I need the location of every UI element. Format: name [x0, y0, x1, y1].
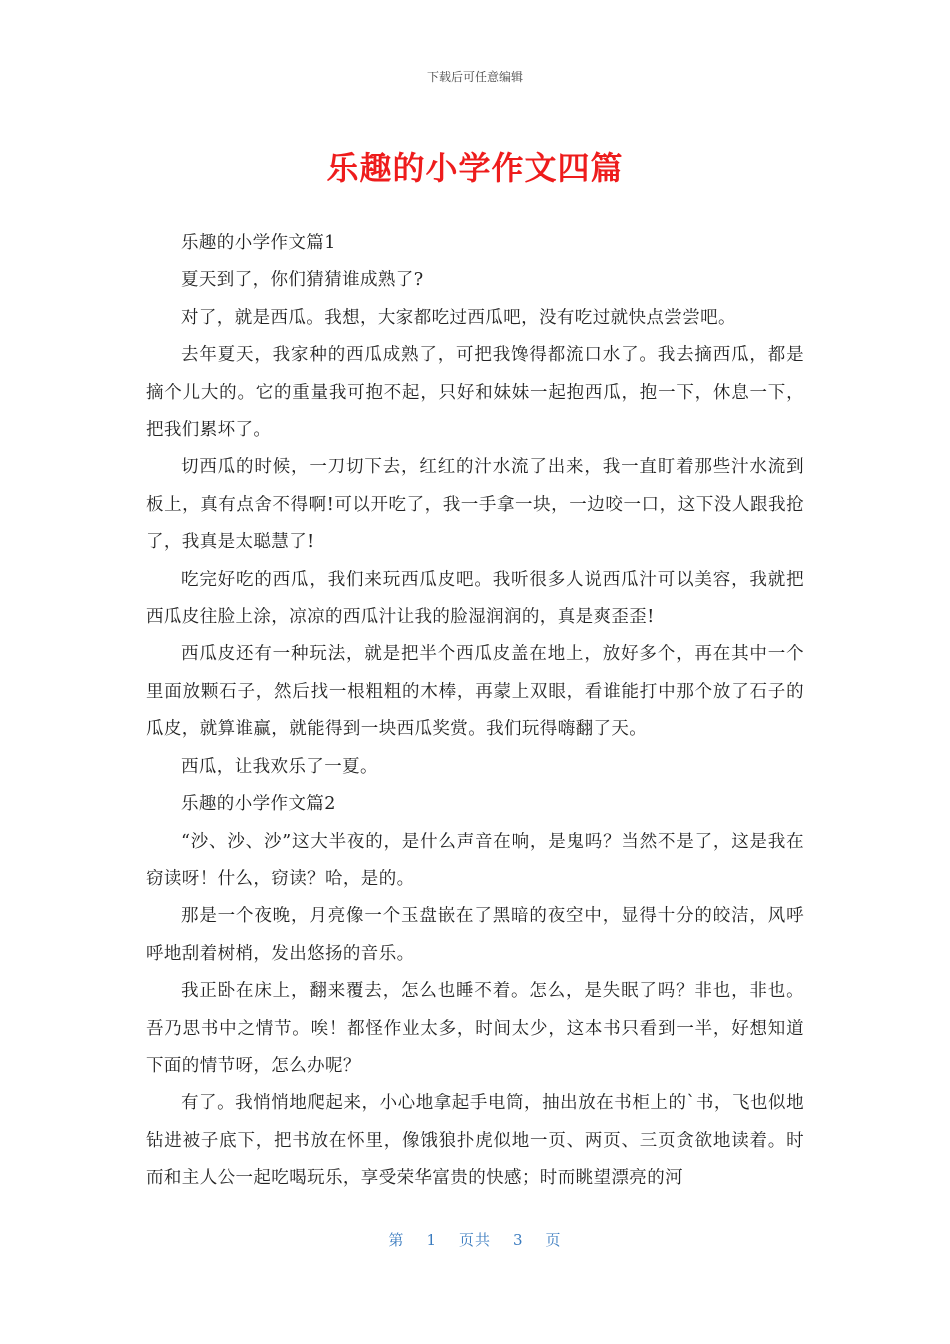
paragraph: 切西瓜的时候，一刀切下去，红红的汁水流了出来，我一直盯着那些汁水流到板上，真有点舍不得啊!可以开吃了，我一手拿一块，一边咬一口，这下没人跟我抢了，我真是太聪慧了! — [146, 457, 804, 553]
paragraph: 西瓜皮还有一种玩法，就是把半个西瓜皮盖在地上，放好多个，再在其中一个里面放颗石子，然后找一根粗粗的木棒，再蒙上双眼，看谁能打中那个放了石子的瓜皮，就算谁赢，就能得到一块西瓜奖赏。我们玩得嗨翻了天。 — [146, 644, 804, 740]
paragraph: 西瓜，让我欢乐了一夏。 — [181, 756, 378, 777]
paragraph: 夏天到了，你们猜猜谁成熟了? — [181, 270, 424, 291]
document-body — [146, 225, 804, 1198]
page-footer — [0, 1229, 950, 1250]
paragraph: 有了。我悄悄地爬起来，小心地拿起手电筒，抽出放在书柜上的`书，飞也似地钻进被子底下，把书放在怀里，像饿狼扑虎似地一页、两页、三页贪欲地读着。时而和主人公一起吃喝玩乐，享受荣华富贵的快感；时而眺望漂亮的河 — [146, 1093, 804, 1189]
document-title: 乐趣的小学作文四篇 — [326, 149, 624, 187]
paragraph-heading-1: 乐趣的小学作文篇1 — [181, 233, 336, 253]
page-current: 1 — [426, 1231, 437, 1249]
header-note: 下载后可任意编辑 — [426, 70, 523, 84]
page-label-prefix: 第 — [388, 1231, 405, 1249]
paragraph: 吃完好吃的西瓜，我们来玩西瓜皮吧。我听很多人说西瓜汁可以美容，我就把西瓜皮往脸上涂，凉凉的西瓜汁让我的脸湿润润的，真是爽歪歪! — [146, 569, 804, 628]
page-label-suffix: 页 — [545, 1231, 562, 1249]
paragraph: 对了，就是西瓜。我想，大家都吃过西瓜吧，没有吃过就快点尝尝吧。 — [181, 307, 736, 328]
paragraph: 那是一个夜晚，月亮像一个玉盘嵌在了黑暗的夜空中，显得十分的皎洁，风呼呼地刮着树梢，发出悠扬的音乐。 — [146, 906, 804, 964]
paragraph: “沙、沙、沙”这大半夜的，是什么声音在响，是鬼吗？当然不是了，这是我在窃读呀！什么，窃读？哈，是的。 — [146, 831, 804, 889]
page-total: 3 — [513, 1231, 524, 1249]
paragraph-heading-2: 乐趣的小学作文篇2 — [181, 794, 336, 815]
page-label-mid: 页共 — [458, 1231, 491, 1249]
paragraph: 我正卧在床上，翻来覆去，怎么也睡不着。怎么，是失眠了吗？非也，非也。吾乃思书中之情节。唉！都怪作业太多，时间太少，这本书只看到一半，好想知道下面的情节呀，怎么办呢？ — [146, 981, 804, 1076]
paragraph: 去年夏天，我家种的西瓜成熟了，可把我馋得都流口水了。我去摘西瓜，都是摘个儿大的。它的重量我可抱不起，只好和妹妹一起抱西瓜，抱一下，休息一下，把我们累坏了。 — [146, 345, 804, 441]
